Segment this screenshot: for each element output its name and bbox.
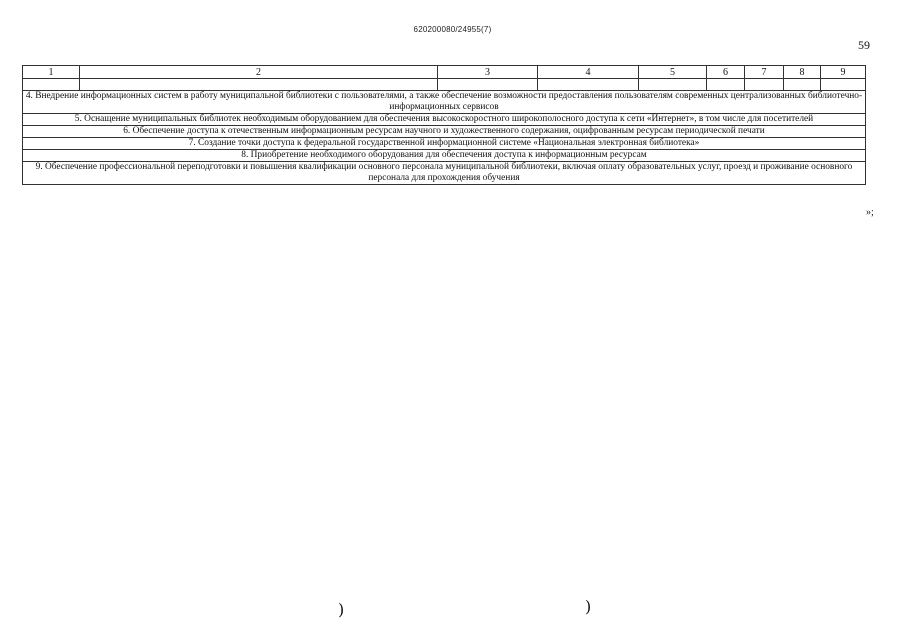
section-row	[23, 114, 866, 126]
column-number-9: 9	[821, 66, 866, 79]
column-number-7: 7	[745, 66, 784, 79]
document-code: 620200080/24955(7)	[413, 25, 492, 34]
column-number-8: 8	[784, 66, 821, 79]
empty-cell	[639, 79, 707, 91]
empty-row	[23, 79, 866, 91]
section-heading-9: 9. Обеспечение профессиональной переподготовки и повышения квалификации основного персонала муниципальной библиотеки, включая оплату образовательных услуг, проезд и проживание основного персонала для прохождения обучения	[23, 162, 866, 185]
page-number: 59	[858, 38, 870, 52]
section-heading-8: 8. Приобретение необходимого оборудования для обеспечения доступа к информационным ресурсам	[23, 150, 866, 162]
empty-cell	[538, 79, 639, 91]
column-number-3: 3	[438, 66, 538, 79]
handwritten-mark: )	[585, 597, 592, 616]
closing-quote-mark: »;	[866, 207, 874, 218]
section-heading-7: 7. Создание точки доступа к федеральной государственной информационной системе «Национальная электронная библиотека»	[23, 138, 866, 150]
empty-cell	[745, 79, 784, 91]
section-heading-6: 6. Обеспечение доступа к отечественным информационным ресурсам научного и художественного содержания, оцифрованным ресурсам периодической печати	[23, 126, 866, 138]
section-row	[23, 126, 866, 138]
section-heading-5: 5. Оснащение муниципальных библиотек необходимым оборудованием для обеспечения высокоскоростного широкополосного доступа к сети «Интернет», в том числе для посетителей	[23, 114, 866, 126]
column-number-row	[23, 66, 866, 79]
section-row	[23, 150, 866, 162]
column-number-5: 5	[639, 66, 707, 79]
empty-cell	[23, 79, 80, 91]
handwritten-mark: )	[338, 600, 345, 619]
column-number-1: 1	[23, 66, 80, 79]
empty-cell	[707, 79, 745, 91]
column-number-4: 4	[538, 66, 639, 79]
empty-cell	[80, 79, 438, 91]
data-table	[22, 65, 866, 185]
empty-cell	[784, 79, 821, 91]
section-row	[23, 91, 866, 114]
empty-cell	[438, 79, 538, 91]
section-row	[23, 138, 866, 150]
column-number-2: 2	[80, 66, 438, 79]
column-number-6: 6	[707, 66, 745, 79]
section-row	[23, 162, 866, 185]
section-heading-4: 4. Внедрение информационных систем в работу муниципальной библиотеки с пользователями, а также обеспечение возможности предоставления пользователям современных централизованных библиотечно-информационных сервисов	[23, 91, 866, 114]
empty-cell	[821, 79, 866, 91]
